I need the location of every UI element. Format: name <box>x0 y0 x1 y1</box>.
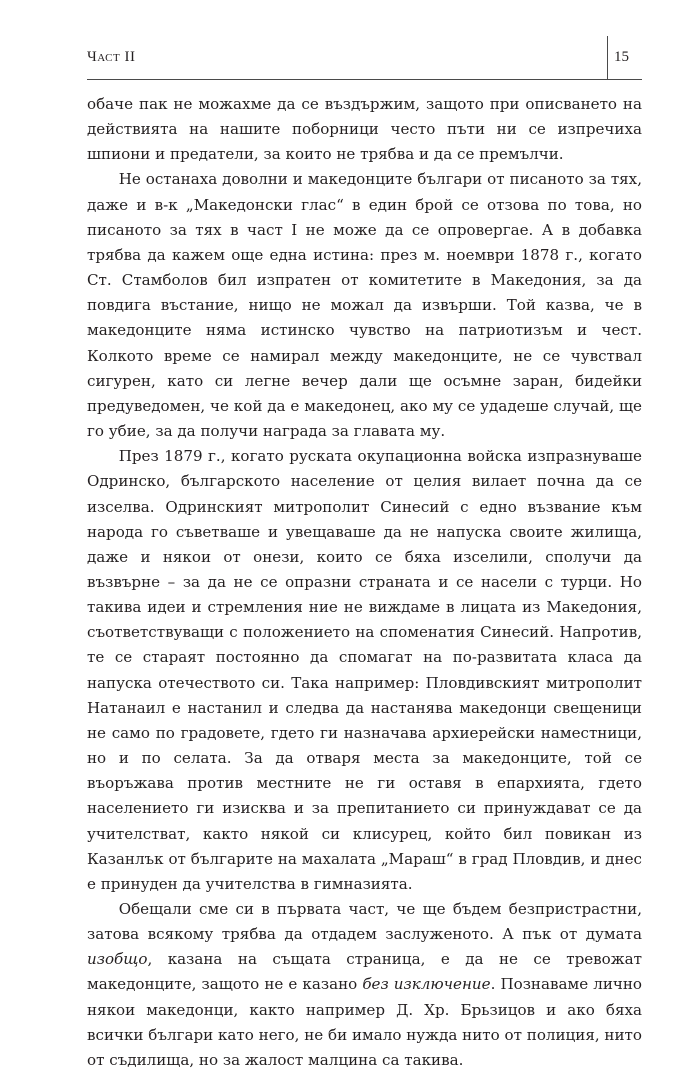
paragraph-text: Обещали сме си в първата част, че ще бъдем безпристрастни, затова всякому трябва да отдадем заслуженото. А пък от думата <box>87 900 642 944</box>
italic-term: изобщо <box>87 950 148 969</box>
page-number: 15 <box>614 49 629 65</box>
paragraph <box>87 897 642 1073</box>
paragraph-text: , казана на същата страница, е да не се тревожат македонците, защото не е казано <box>87 950 642 994</box>
paragraph: обаче пак не можахме да се въздържим, защото при описването на действията на нашите поборници често пъти ни се изпречиха шпиони и предатели, за които не трябва и да се премълчи. <box>87 95 642 164</box>
italic-term: без изключение <box>362 975 491 994</box>
running-head <box>87 36 642 80</box>
paragraph-text: . Познаваме лично някои македонци, както например Д. Хр. Брьзицов и ако бяха всички българи като него, не би имало нужда нито от полиция, нито от съдилища, но за жалост малцина са такива. <box>87 975 642 1069</box>
paragraph: Не останаха доволни и македонците българи от писаното за тях, даже и в-к „Македонски глас“ в един брой се отзова по това, но писаното за тях в част I не може да се опровергае. А в добавка трябва да кажем още една истина: през м. ноември 1878 г., когато Ст. Стамболов бил изпратен от комитетите в Македония, за да повдига въстание, нищо не можал да извърши. Той казва, че в македонците няма истинско чувство на патриотизъм и чест. Колкото време се намирал между македонците, не се чувствал сигурен, като си легне вечер дали ще осъмне заран, бидейки предуведомен, че кой да е македонец, ако му се удадеше случай, ще го убие, за да получи награда за главата му. <box>87 170 642 441</box>
paragraph: През 1879 г., когато руската окупационна войска изпразнуваше Одринско, българското население от целия вилает почна да се изселва. Одринският митрополит Синесий с едно възвание към народа го съветваше и увещаваше да не напуска своите жилища, даже и някои от онези, които се бяха изселили, сполучи да възвърне – за да не се опразни страната и се насели с турци. Но такива идеи и стремления ние не виждаме в лицата из Македония, съответствуващи с положението на споменатия Синесий. Напротив, те се стараят постоянно да спомагат на по-развитата класа да напуска отечеството си. Така например: Пловдивският митрополит Натанаил е настанил и следва да настанява македонци свещеници не само по градовете, гдето ги назначава архиерейски наместници, но и по селата. За да отваря места за македонците, той се въоръжава против местните не ги оставя в епархията, гдето населението ги изисква и за препитанието си принуждават се да учителстват, както някой си клисурец, който бил повикан из Казанлък от българите на махалата „Мараш“ в град Пловдив, и днес е принуден да учителства в гимназията. <box>87 447 642 893</box>
part-label: Част II <box>87 49 136 65</box>
header-rule <box>87 79 642 80</box>
body-text <box>87 92 642 1073</box>
folio-separator <box>607 36 608 80</box>
